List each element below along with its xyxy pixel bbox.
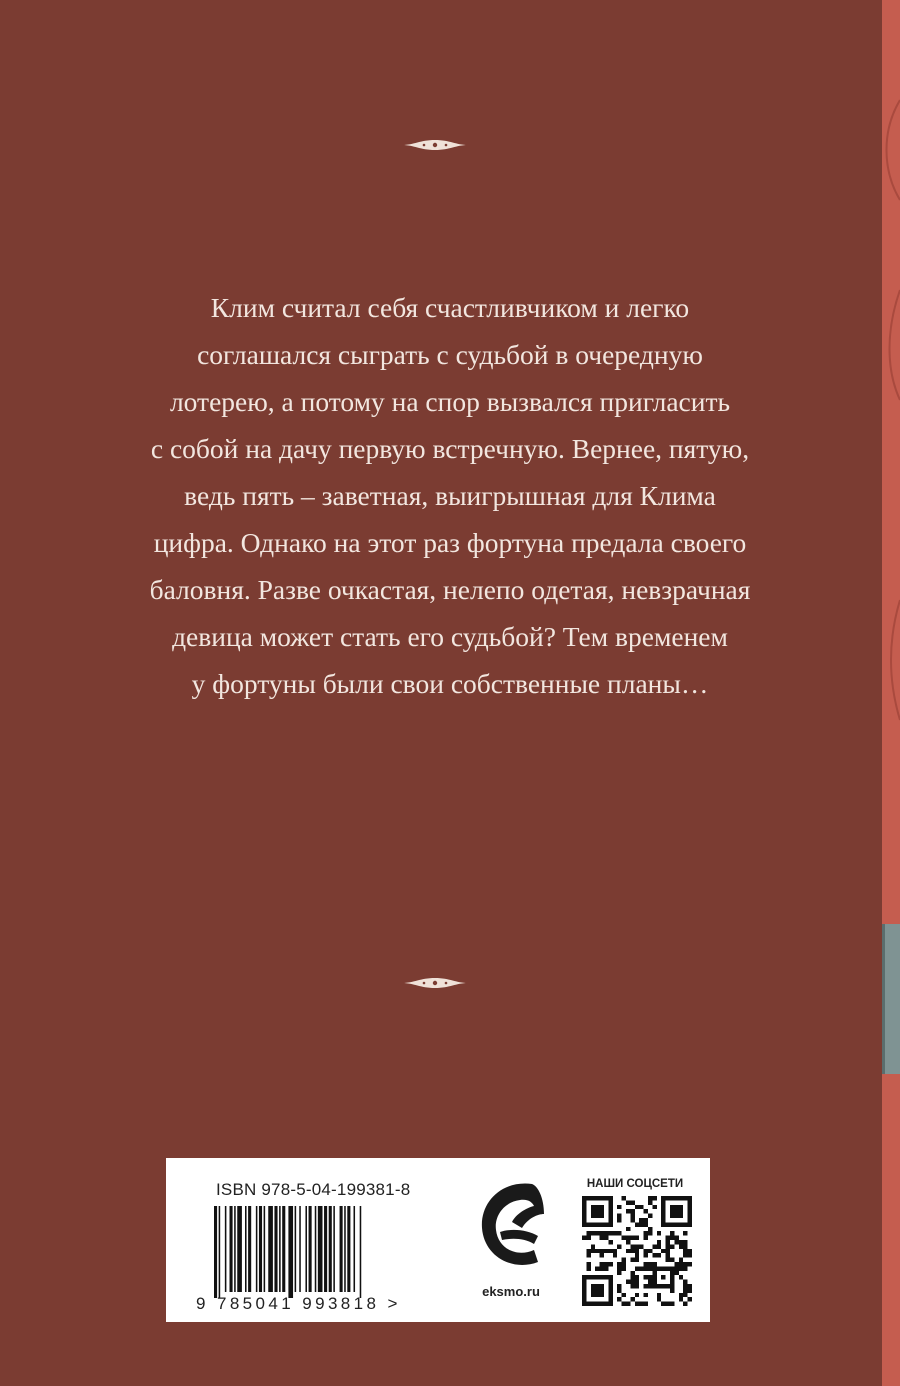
isbn-text: ISBN 978-5-04-199381-8 <box>216 1180 411 1199</box>
publisher-site: eksmo.ru <box>482 1284 540 1299</box>
description-line: девица может стать его судьбой? Тем временем <box>172 621 728 652</box>
description-line: Клим считал себя счастливчиком и легко <box>210 292 690 323</box>
eksmo-logo-icon <box>472 1176 548 1276</box>
publisher-info-box <box>166 1158 710 1322</box>
barcode-icon <box>214 1206 414 1298</box>
description-line: у фортуны были свои собственные планы… <box>191 668 709 699</box>
description-line: лотерею, а потому на спор вызвался пригласить <box>169 386 731 417</box>
barcode-digits: 9 785041 993818 > <box>196 1294 401 1313</box>
description-line: ведь пять – заветная, выигрышная для Клима <box>184 480 716 511</box>
description-line: соглашался сыграть с судьбой в очередную <box>197 339 703 370</box>
description-line: с собой на дачу первую встречную. Вернее, пятую, <box>150 433 750 464</box>
ornament-bottom-icon <box>400 976 470 990</box>
ornament-top-icon <box>400 138 470 152</box>
social-networks-title: НАШИ СОЦСЕТИ <box>586 1178 684 1190</box>
qr-code-icon <box>582 1196 692 1306</box>
description-line: цифра. Однако на этот раз фортуна предала своего <box>153 527 747 558</box>
spine-strip <box>882 0 900 1386</box>
book-description <box>110 284 790 707</box>
description-line: баловня. Разве очкастая, нелепо одетая, невзрачная <box>149 574 751 605</box>
